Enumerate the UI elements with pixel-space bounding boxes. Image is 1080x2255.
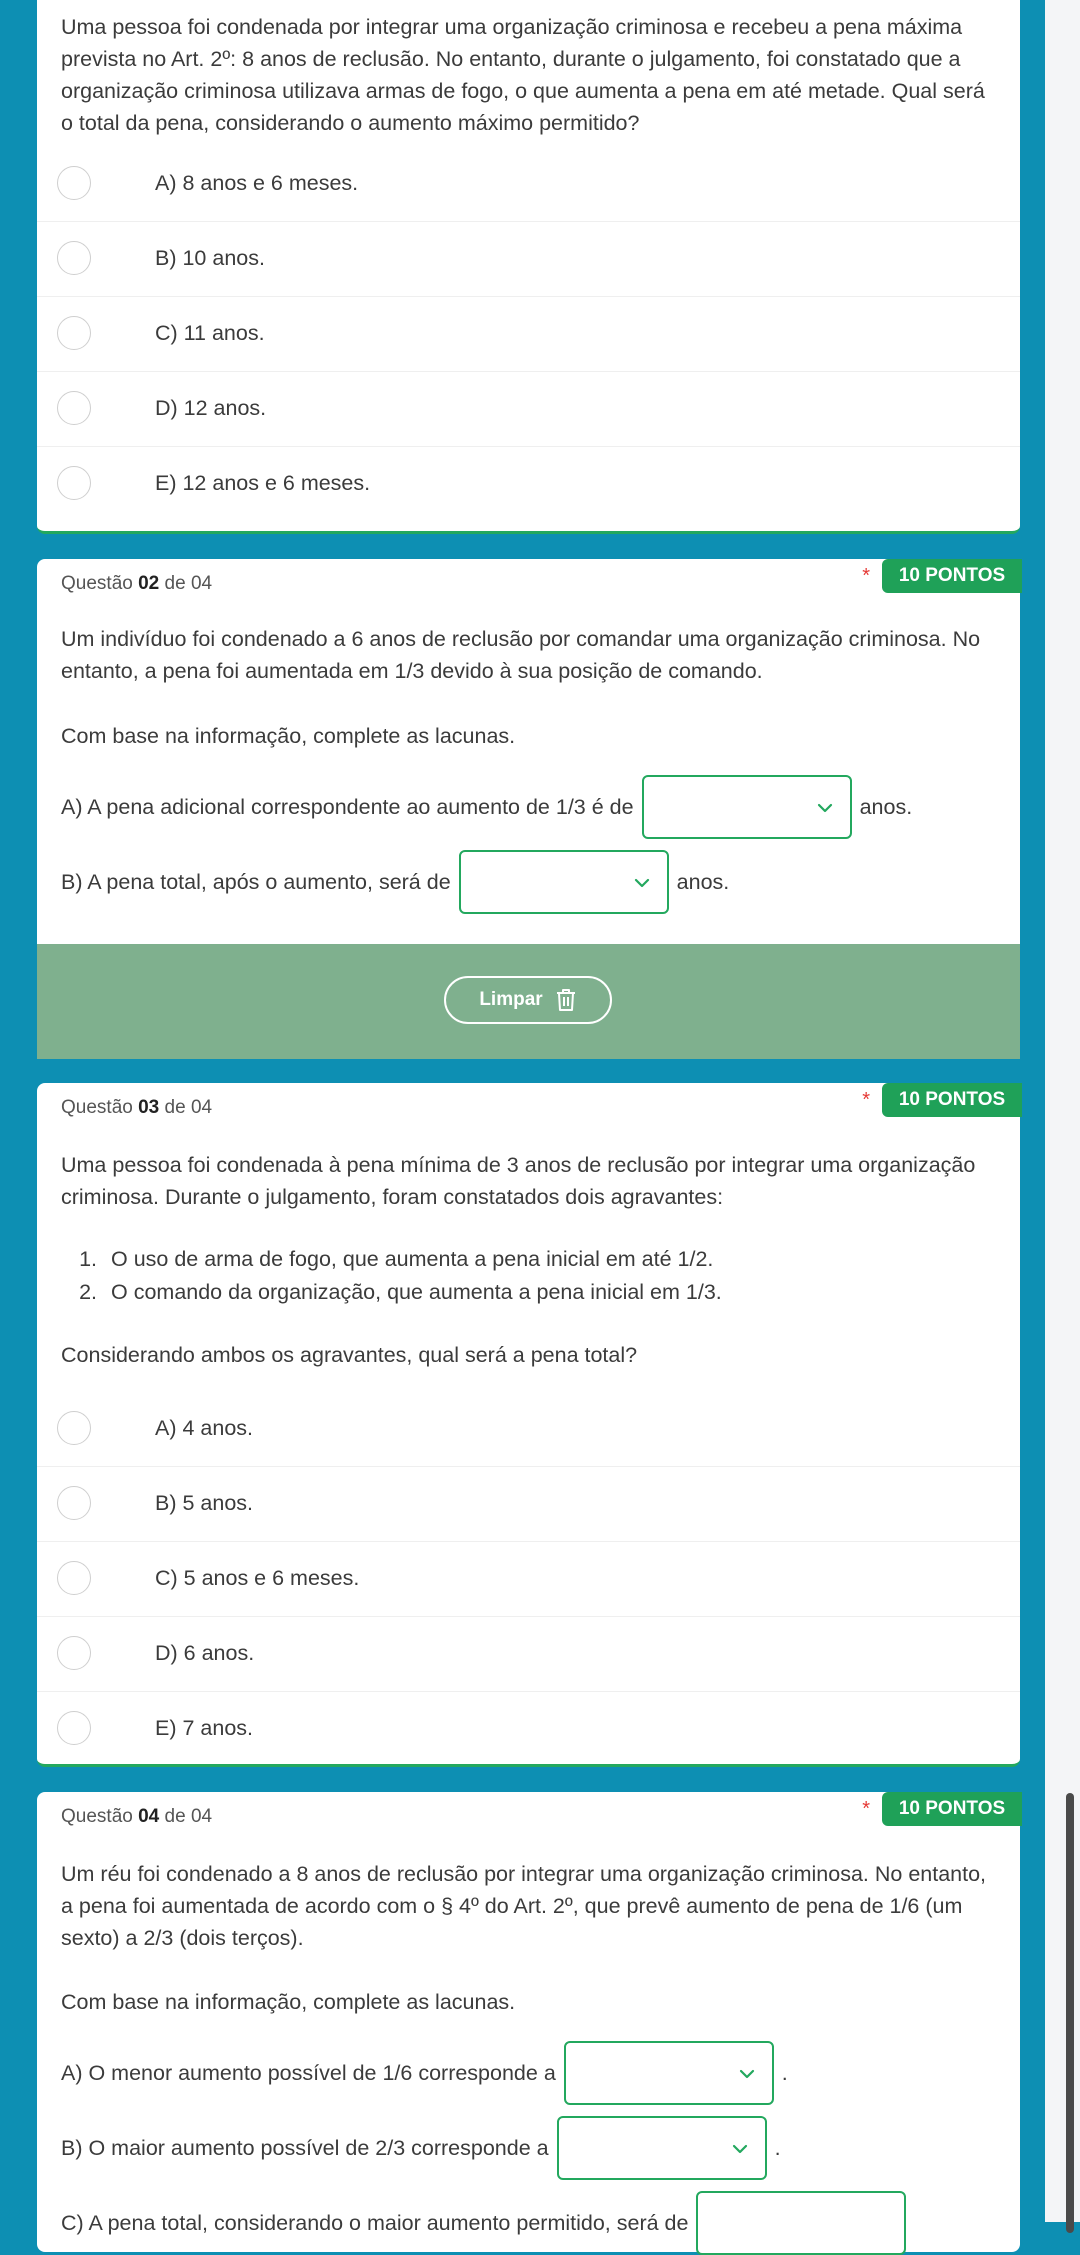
question-01-text: Uma pessoa foi condenada por integrar uma organização criminosa e recebeu a pena máxima prevista no Art. 2º: 8 anos de reclusão. No entanto, durante o julgamento, foi constatado que a organização criminosa utilizava armas de fogo, o que aumenta a pena em até metade. Qual será o total da pena, considerando o aumento máximo permitido? (61, 15, 985, 135)
list-item: 1. O uso de arma de fogo, que aumenta a pena inicial em até 1/2. (103, 1243, 722, 1276)
option-label: A) 8 anos e 6 meses. (155, 171, 359, 195)
question-header (37, 559, 1020, 601)
question-04-text: Um réu foi condenado a 8 anos de reclusão por integrar uma organização criminosa. No entanto, a pena foi aumentada de acordo com o § 4º do Art. 2º, que prevê aumento de pena de 1/6 (um sexto) a 2/3 (dois terços). (61, 1862, 987, 1950)
q4-fill-a (61, 2041, 788, 2105)
radio-button[interactable] (57, 1636, 91, 1670)
radio-button[interactable] (57, 316, 91, 350)
clear-button[interactable] (444, 976, 612, 1024)
fill-label: A) O menor aumento possível de 1/6 corresponde a (61, 2060, 556, 2085)
question-number: Questão 03 de 04 (61, 1097, 213, 1118)
q2-fill-b (61, 850, 729, 914)
q1-option-b[interactable] (37, 222, 1020, 297)
option-label: D) 12 anos. (155, 396, 267, 420)
radio-button[interactable] (57, 1561, 91, 1595)
aggravants-list (103, 1243, 722, 1309)
question-header (37, 1792, 1020, 1834)
option-label: C) 11 anos. (155, 321, 265, 345)
fill-unit: anos. (676, 869, 730, 894)
question-01-card (37, 0, 1020, 534)
list-item: 2. O comando da organização, que aumenta a pena inicial em 1/3. (103, 1276, 722, 1309)
q4-c-dropdown[interactable] (696, 2191, 906, 2255)
radio-button[interactable] (57, 166, 91, 200)
fill-label: B) O maior aumento possível de 2/3 corresponde a (61, 2135, 549, 2160)
radio-button[interactable] (57, 1486, 91, 1520)
radio-button[interactable] (57, 1711, 91, 1745)
q3-option-b[interactable] (37, 1467, 1020, 1542)
q4-a-dropdown[interactable] (564, 2041, 774, 2105)
q3-option-c[interactable] (37, 1542, 1020, 1617)
q4-fill-b (61, 2116, 781, 2180)
radio-button[interactable] (57, 1411, 91, 1445)
points-badge: 10 PONTOS (882, 1792, 1022, 1826)
page-scrollbar-track[interactable] (1045, 0, 1080, 2222)
chevron-down-icon (633, 874, 651, 892)
option-label: B) 5 anos. (155, 1491, 253, 1515)
required-asterisk: * (862, 1798, 870, 1820)
option-label: D) 6 anos. (155, 1641, 255, 1665)
q1-option-a[interactable] (37, 147, 1020, 222)
points-badge: 10 PONTOS (882, 559, 1022, 593)
clear-bar (37, 944, 1020, 1059)
question-04-instruction: Com base na informação, complete as lacunas. (61, 1990, 516, 2014)
question-02-text: Um indivíduo foi condenado a 6 anos de reclusão por comandar uma organização criminosa. No entanto, a pena foi aumentada em 1/3 devido à sua posição de comando. (61, 627, 981, 683)
q1-option-c[interactable] (37, 297, 1020, 372)
q1-option-e[interactable] (37, 447, 1020, 522)
option-label: A) 4 anos. (155, 1416, 253, 1440)
question-02-card (37, 559, 1020, 1059)
fill-unit: anos. (859, 794, 913, 819)
points-badge: 10 PONTOS (882, 1083, 1022, 1117)
question-02-instruction: Com base na informação, complete as lacunas. (61, 724, 516, 748)
q3-option-a[interactable] (37, 1392, 1020, 1467)
q4-b-dropdown[interactable] (557, 2116, 767, 2180)
clear-label: Limpar (479, 989, 543, 1010)
question-header (37, 1083, 1020, 1125)
option-label: C) 5 anos e 6 meses. (155, 1566, 360, 1590)
radio-button[interactable] (57, 466, 91, 500)
q3-option-e[interactable] (37, 1692, 1020, 1767)
chevron-down-icon (731, 2140, 749, 2158)
question-03-text: Uma pessoa foi condenada à pena mínima de 3 anos de reclusão por integrar uma organização criminosa. Durante o julgamento, foram constatados dois agravantes: (61, 1153, 976, 1209)
trash-icon (555, 988, 577, 1012)
q1-option-d[interactable] (37, 372, 1020, 447)
q3-option-d[interactable] (37, 1617, 1020, 1692)
fill-unit: . (774, 2135, 781, 2160)
radio-button[interactable] (57, 391, 91, 425)
q2-b-dropdown[interactable] (459, 850, 669, 914)
radio-button[interactable] (57, 241, 91, 275)
chevron-down-icon (816, 799, 834, 817)
q4-fill-c (61, 2191, 914, 2255)
required-asterisk: * (862, 565, 870, 587)
page-scrollbar-thumb[interactable] (1066, 1793, 1074, 2233)
option-label: E) 12 anos e 6 meses. (155, 471, 371, 495)
q2-a-dropdown[interactable] (642, 775, 852, 839)
option-label: E) 7 anos. (155, 1716, 253, 1740)
fill-unit: . (781, 2060, 788, 2085)
chevron-down-icon (738, 2065, 756, 2083)
fill-label: B) A pena total, após o aumento, será de (61, 869, 451, 894)
question-03-card (37, 1083, 1020, 1767)
option-label: B) 10 anos. (155, 246, 265, 270)
question-number: Questão 04 de 04 (61, 1806, 213, 1827)
fill-label: C) A pena total, considerando o maior aumento permitido, será de (61, 2210, 689, 2235)
q2-fill-a (61, 775, 912, 839)
required-asterisk: * (862, 1089, 870, 1111)
question-03-prompt: Considerando ambos os agravantes, qual será a pena total? (61, 1343, 638, 1367)
question-04-card (37, 1792, 1020, 2252)
question-number: Questão 02 de 04 (61, 573, 213, 594)
fill-label: A) A pena adicional correspondente ao aumento de 1/3 é de (61, 794, 634, 819)
